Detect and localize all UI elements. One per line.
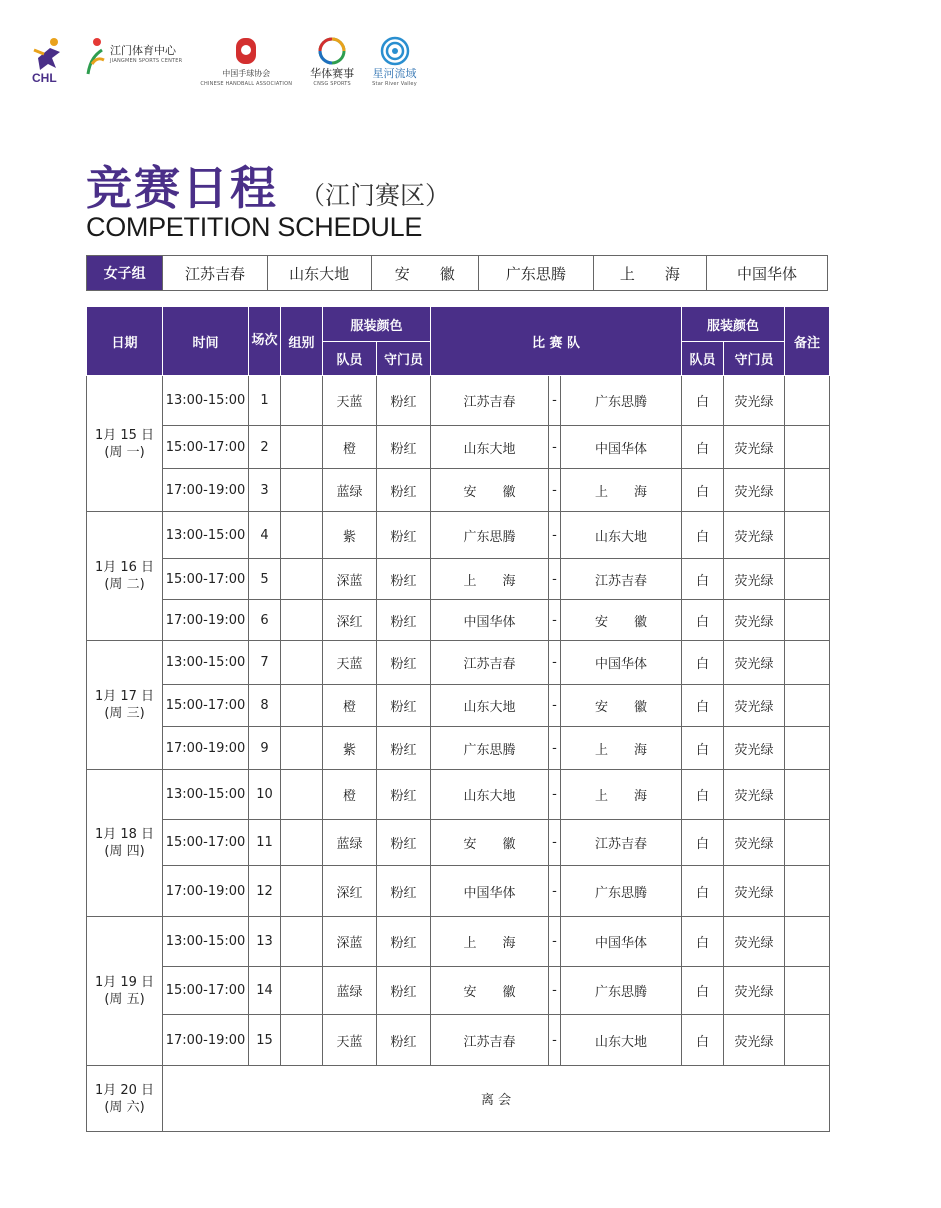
time-cell: 15:00-17:00 [163, 685, 249, 727]
time-cell: 15:00-17:00 [163, 820, 249, 866]
away-player-color: 白 [682, 866, 724, 917]
header-home-player: 队员 [323, 342, 377, 376]
date-text: 1月 17 日 [94, 689, 155, 704]
time-cell: 13:00-15:00 [163, 917, 249, 967]
home-team: 山东大地 [431, 770, 549, 820]
match-no-cell: 8 [249, 685, 281, 727]
group-cell [281, 600, 323, 641]
match-no-cell: 1 [249, 376, 281, 426]
match-no-cell: 7 [249, 641, 281, 685]
group-cell [281, 1015, 323, 1066]
remarks-cell [785, 685, 830, 727]
away-player-color: 白 [682, 685, 724, 727]
jiangmen-runner-icon [84, 36, 106, 76]
group-team: 上 海 [593, 256, 706, 290]
versus-separator: - [549, 917, 561, 967]
group-cell [281, 559, 323, 600]
table-row [87, 641, 830, 685]
remarks-cell [785, 1015, 830, 1066]
away-player-color: 白 [682, 600, 724, 641]
home-goalkeeper-color: 粉红 [377, 770, 431, 820]
away-player-color: 白 [682, 727, 724, 770]
versus-separator: - [549, 469, 561, 512]
home-player-color: 天蓝 [323, 641, 377, 685]
away-team: 江苏吉春 [561, 820, 682, 866]
remarks-cell [785, 469, 830, 512]
away-player-color: 白 [682, 820, 724, 866]
away-goalkeeper-color: 荧光绿 [724, 820, 785, 866]
remarks-cell [785, 967, 830, 1015]
jiangmen-sports-center-logo [84, 36, 182, 76]
page-title [86, 152, 450, 218]
versus-separator: - [549, 866, 561, 917]
remarks-cell [785, 770, 830, 820]
away-player-color: 白 [682, 376, 724, 426]
weekday-text: (周 二) [104, 577, 145, 592]
away-team: 山东大地 [561, 512, 682, 559]
weekday-text: (周 一) [104, 444, 145, 460]
table-row [87, 866, 830, 917]
group-team: 安 徽 [371, 256, 478, 290]
date-cell [87, 770, 163, 917]
match-no-cell: 4 [249, 512, 281, 559]
home-goalkeeper-color: 粉红 [377, 1015, 431, 1066]
remarks-cell [785, 641, 830, 685]
group-cell [281, 685, 323, 727]
home-player-color: 天蓝 [323, 1015, 377, 1066]
away-goalkeeper-color: 荧光绿 [724, 426, 785, 469]
away-team: 中国华体 [561, 426, 682, 469]
remarks-cell [785, 376, 830, 426]
handball-emblem-icon [234, 36, 258, 66]
remarks-cell [785, 600, 830, 641]
home-goalkeeper-color: 粉红 [377, 469, 431, 512]
date-cell [87, 1066, 163, 1132]
versus-separator: - [549, 512, 561, 559]
chl-player-icon [30, 36, 66, 84]
away-goalkeeper-color: 荧光绿 [724, 685, 785, 727]
time-cell: 17:00-19:00 [163, 600, 249, 641]
time-cell: 13:00-15:00 [163, 512, 249, 559]
remarks-cell [785, 727, 830, 770]
away-team: 上 海 [561, 770, 682, 820]
away-player-color: 白 [682, 1015, 724, 1066]
away-team: 广东思腾 [561, 967, 682, 1015]
versus-separator: - [549, 820, 561, 866]
group-cell [281, 917, 323, 967]
away-player-color: 白 [682, 426, 724, 469]
remarks-cell [785, 512, 830, 559]
away-goalkeeper-color: 荧光绿 [724, 469, 785, 512]
versus-separator: - [549, 685, 561, 727]
home-goalkeeper-color: 粉红 [377, 866, 431, 917]
star-river-logo-text: 星河流域 [372, 67, 417, 80]
time-cell: 17:00-19:00 [163, 727, 249, 770]
away-team: 上 海 [561, 727, 682, 770]
home-team: 广东思腾 [431, 512, 549, 559]
match-no-cell: 5 [249, 559, 281, 600]
versus-separator: - [549, 559, 561, 600]
weekday-text: (周 四) [104, 844, 145, 859]
time-cell: 15:00-17:00 [163, 967, 249, 1015]
header-away-player: 队员 [682, 342, 724, 376]
date-text: 1月 15 日 [94, 427, 155, 443]
home-team: 安 徽 [431, 967, 549, 1015]
group-cell [281, 967, 323, 1015]
time-cell: 15:00-17:00 [163, 559, 249, 600]
header-date: 日期 [87, 307, 163, 376]
home-goalkeeper-color: 粉红 [377, 600, 431, 641]
home-player-color: 天蓝 [323, 376, 377, 426]
match-no-cell: 13 [249, 917, 281, 967]
away-goalkeeper-color: 荧光绿 [724, 770, 785, 820]
schedule-body [87, 376, 830, 1132]
versus-separator: - [549, 727, 561, 770]
remarks-cell [785, 426, 830, 469]
away-team: 广东思腾 [561, 376, 682, 426]
away-team: 山东大地 [561, 1015, 682, 1066]
home-goalkeeper-color: 粉红 [377, 426, 431, 469]
match-no-cell: 10 [249, 770, 281, 820]
away-player-color: 白 [682, 469, 724, 512]
home-team: 山东大地 [431, 426, 549, 469]
table-row [87, 469, 830, 512]
away-player-color: 白 [682, 770, 724, 820]
group-cell [281, 469, 323, 512]
table-row [87, 967, 830, 1015]
svg-text:CHL: CHL [32, 71, 57, 84]
home-player-color: 深红 [323, 866, 377, 917]
group-team: 江苏吉春 [162, 256, 266, 290]
away-player-color: 白 [682, 641, 724, 685]
home-player-color: 蓝绿 [323, 967, 377, 1015]
date-text: 1月 19 日 [94, 975, 155, 990]
date-text: 1月 20 日 [94, 1082, 155, 1098]
table-row [87, 820, 830, 866]
home-team: 江苏吉春 [431, 376, 549, 426]
jiangmen-logo-sub: JIANGMEN SPORTS CENTER [110, 58, 183, 64]
date-text: 1月 16 日 [94, 560, 155, 575]
match-no-cell: 3 [249, 469, 281, 512]
time-cell: 15:00-17:00 [163, 426, 249, 469]
home-goalkeeper-color: 粉红 [377, 559, 431, 600]
versus-separator: - [549, 1015, 561, 1066]
match-no-cell: 14 [249, 967, 281, 1015]
versus-separator: - [549, 967, 561, 1015]
away-team: 江苏吉春 [561, 559, 682, 600]
title-region: （江门赛区） [300, 181, 451, 210]
away-goalkeeper-color: 荧光绿 [724, 559, 785, 600]
match-no-cell: 6 [249, 600, 281, 641]
huati-events-logo [310, 36, 354, 90]
away-goalkeeper-color: 荧光绿 [724, 866, 785, 917]
home-goalkeeper-color: 粉红 [377, 376, 431, 426]
weekday-text: (周 三) [104, 706, 145, 721]
home-team: 江苏吉春 [431, 641, 549, 685]
group-label: 女子组 [87, 256, 162, 290]
group-cell [281, 512, 323, 559]
table-row [87, 600, 830, 641]
away-team: 广东思腾 [561, 866, 682, 917]
group-cell [281, 727, 323, 770]
home-goalkeeper-color: 粉红 [377, 820, 431, 866]
home-player-color: 深蓝 [323, 917, 377, 967]
group-cell [281, 770, 323, 820]
home-team: 江苏吉春 [431, 1015, 549, 1066]
time-cell: 17:00-19:00 [163, 469, 249, 512]
home-team: 广东思腾 [431, 727, 549, 770]
home-player-color: 蓝绿 [323, 820, 377, 866]
table-row [87, 685, 830, 727]
header-remarks: 备注 [785, 307, 830, 376]
home-team: 上 海 [431, 917, 549, 967]
time-cell: 17:00-19:00 [163, 866, 249, 917]
table-row [87, 917, 830, 967]
versus-separator: - [549, 600, 561, 641]
home-goalkeeper-color: 粉红 [377, 641, 431, 685]
versus-separator: - [549, 426, 561, 469]
match-no-cell: 12 [249, 866, 281, 917]
away-team: 安 徽 [561, 600, 682, 641]
group-cell [281, 641, 323, 685]
remarks-cell [785, 559, 830, 600]
home-player-color: 橙 [323, 685, 377, 727]
away-goalkeeper-color: 荧光绿 [724, 727, 785, 770]
group-cell [281, 820, 323, 866]
home-team: 中国华体 [431, 866, 549, 917]
group-team: 广东思腾 [478, 256, 593, 290]
home-goalkeeper-color: 粉红 [377, 685, 431, 727]
match-no-cell: 2 [249, 426, 281, 469]
date-cell [87, 376, 163, 512]
away-goalkeeper-color: 荧光绿 [724, 917, 785, 967]
home-team: 安 徽 [431, 469, 549, 512]
header-teams: 比 赛 队 [431, 307, 682, 376]
home-team: 中国华体 [431, 600, 549, 641]
time-cell: 13:00-15:00 [163, 376, 249, 426]
header-home-goalkeeper: 守门员 [377, 342, 431, 376]
table-row [87, 559, 830, 600]
home-player-color: 橙 [323, 426, 377, 469]
versus-separator: - [549, 641, 561, 685]
table-row [87, 376, 830, 426]
chl-logo [30, 36, 66, 84]
match-no-cell: 9 [249, 727, 281, 770]
home-goalkeeper-color: 粉红 [377, 967, 431, 1015]
table-row [87, 1015, 830, 1066]
group-team: 山东大地 [267, 256, 371, 290]
chinese-handball-association-logo [200, 36, 292, 90]
away-team: 中国华体 [561, 641, 682, 685]
home-team: 上 海 [431, 559, 549, 600]
remarks-cell [785, 917, 830, 967]
header-group: 组别 [281, 307, 323, 376]
group-cell [281, 426, 323, 469]
header-kit-color-away: 服装颜色 [682, 307, 785, 342]
home-player-color: 深红 [323, 600, 377, 641]
star-river-valley-logo [372, 36, 417, 90]
star-river-swirl-icon [378, 36, 412, 66]
versus-separator: - [549, 376, 561, 426]
away-goalkeeper-color: 荧光绿 [724, 376, 785, 426]
table-row [87, 727, 830, 770]
jiangmen-logo-text: 江门体育中心 [110, 44, 176, 57]
group-cell [281, 866, 323, 917]
home-goalkeeper-color: 粉红 [377, 512, 431, 559]
away-goalkeeper-color: 荧光绿 [724, 967, 785, 1015]
home-player-color: 蓝绿 [323, 469, 377, 512]
versus-separator: - [549, 770, 561, 820]
time-cell: 17:00-19:00 [163, 1015, 249, 1066]
home-player-color: 深蓝 [323, 559, 377, 600]
group-bar [86, 255, 828, 291]
weekday-text: (周 六) [104, 1099, 145, 1115]
away-team: 安 徽 [561, 685, 682, 727]
date-cell [87, 917, 163, 1066]
away-team: 上 海 [561, 469, 682, 512]
away-goalkeeper-color: 荧光绿 [724, 1015, 785, 1066]
header-match-no: 场次 [249, 307, 281, 376]
date-cell [87, 512, 163, 641]
handball-logo-text: 中国手球协会 [222, 69, 271, 78]
away-player-color: 白 [682, 967, 724, 1015]
away-goalkeeper-color: 荧光绿 [724, 641, 785, 685]
group-cell [281, 376, 323, 426]
star-river-logo-sub: Star River Valley [372, 81, 417, 87]
away-player-color: 白 [682, 559, 724, 600]
title-en: COMPETITION SCHEDULE [86, 212, 423, 242]
remarks-cell [785, 866, 830, 917]
schedule-table [86, 306, 830, 1132]
match-no-cell: 15 [249, 1015, 281, 1066]
time-cell: 13:00-15:00 [163, 641, 249, 685]
time-cell: 13:00-15:00 [163, 770, 249, 820]
away-player-color: 白 [682, 512, 724, 559]
away-goalkeeper-color: 荧光绿 [724, 600, 785, 641]
table-row [87, 770, 830, 820]
home-goalkeeper-color: 粉红 [377, 917, 431, 967]
home-goalkeeper-color: 粉红 [377, 727, 431, 770]
huati-logo-sub: CNSG SPORTS [313, 81, 351, 87]
departure-text: 离 会 [163, 1066, 830, 1132]
date-cell [87, 641, 163, 770]
group-team: 中国华体 [706, 256, 827, 290]
home-player-color: 橙 [323, 770, 377, 820]
match-no-cell: 11 [249, 820, 281, 866]
date-text: 1月 18 日 [94, 827, 155, 842]
away-player-color: 白 [682, 917, 724, 967]
header-time: 时间 [163, 307, 249, 376]
title-cn: 竞赛日程 [86, 161, 278, 215]
huati-ring-icon [317, 36, 347, 66]
home-team: 山东大地 [431, 685, 549, 727]
handball-logo-sub: CHINESE HANDBALL ASSOCIATION [200, 81, 293, 87]
home-player-color: 紫 [323, 727, 377, 770]
table-row [87, 512, 830, 559]
table-row [87, 426, 830, 469]
away-team: 中国华体 [561, 917, 682, 967]
away-goalkeeper-color: 荧光绿 [724, 512, 785, 559]
home-player-color: 紫 [323, 512, 377, 559]
header-kit-color-home: 服装颜色 [323, 307, 431, 342]
logo-strip [30, 36, 417, 90]
home-team: 安 徽 [431, 820, 549, 866]
remarks-cell [785, 820, 830, 866]
weekday-text: (周 五) [104, 992, 145, 1007]
header-away-goalkeeper: 守门员 [724, 342, 785, 376]
huati-logo-text: 华体赛事 [310, 67, 355, 80]
departure-row [87, 1066, 830, 1132]
